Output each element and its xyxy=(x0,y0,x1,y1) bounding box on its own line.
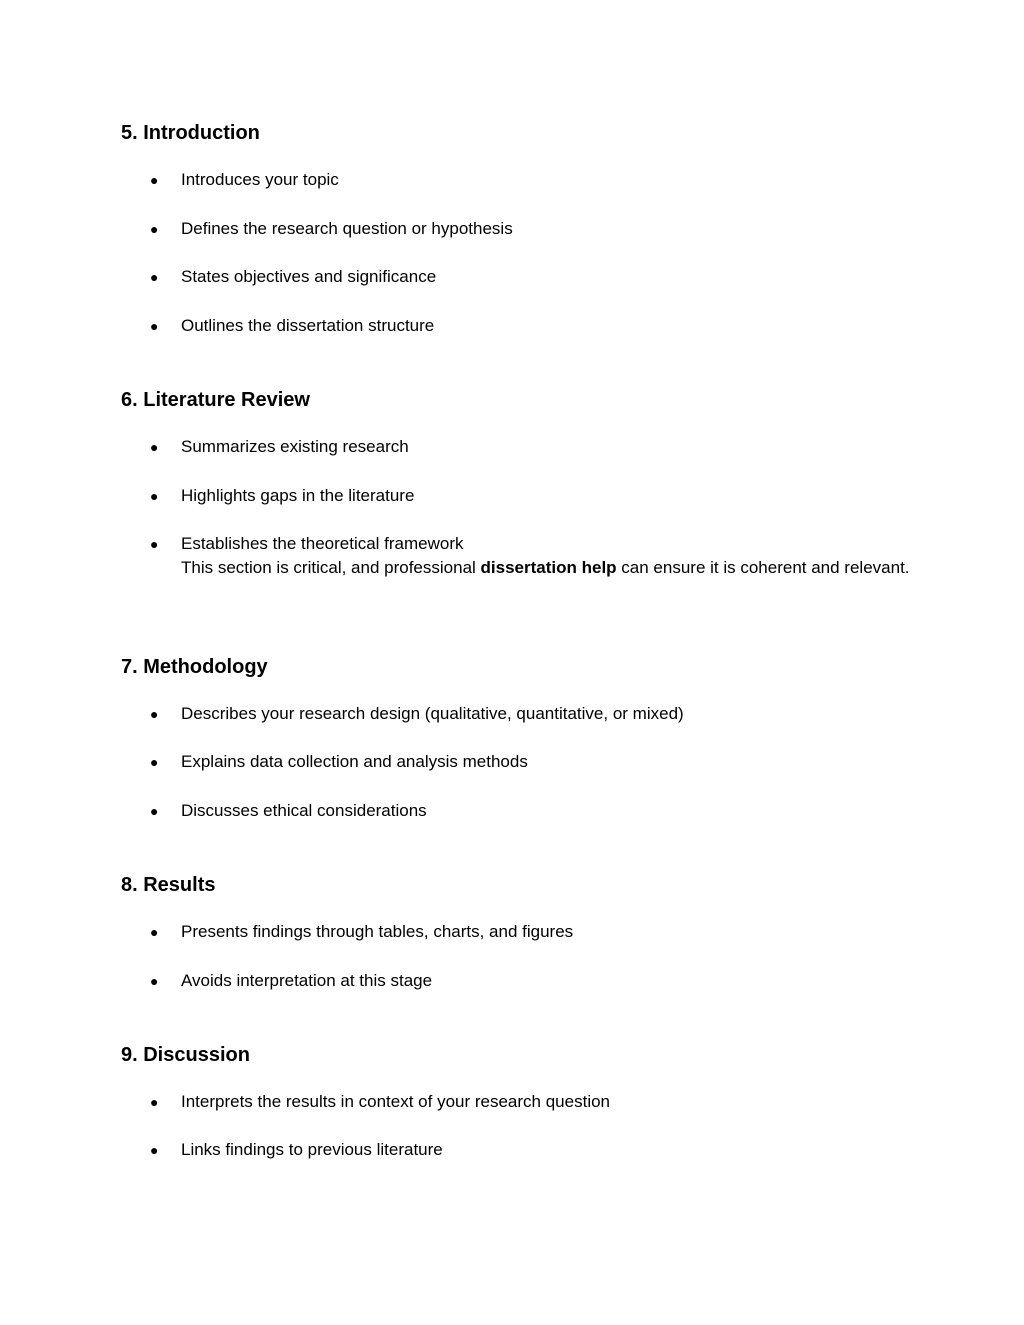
list-item-text: Links findings to previous literature xyxy=(181,1140,443,1159)
section-heading-discussion: 9. Discussion xyxy=(121,1044,250,1066)
bullet-icon: ● xyxy=(150,1094,159,1110)
list-item-text: Summarizes existing research xyxy=(181,437,409,456)
list-item-text: States objectives and significance xyxy=(181,267,437,286)
list-item-text: Avoids interpretation at this stage xyxy=(181,971,433,990)
bullet-icon: ● xyxy=(150,318,159,334)
note-bold-term: dissertation help xyxy=(480,558,617,577)
bullet-icon: ● xyxy=(150,536,159,552)
bullet-icon: ● xyxy=(150,706,159,722)
list-item-text: Discusses ethical considerations xyxy=(181,801,427,820)
section-heading-methodology: 7. Methodology xyxy=(121,656,268,678)
bullet-icon: ● xyxy=(150,973,159,989)
list-item-text: Outlines the dissertation structure xyxy=(181,316,435,335)
bullet-icon: ● xyxy=(150,1142,159,1158)
bullet-icon: ● xyxy=(150,803,159,819)
bullet-icon: ● xyxy=(150,488,159,504)
list-item-text: Introduces your topic xyxy=(181,170,339,189)
list-item-text: Defines the research question or hypothesis xyxy=(181,219,513,238)
list-item-text: Explains data collection and analysis methods xyxy=(181,752,528,771)
bullet-icon: ● xyxy=(150,439,159,455)
list-item-text: Highlights gaps in the literature xyxy=(181,486,415,505)
bullet-icon: ● xyxy=(150,221,159,237)
list-item-text: Presents findings through tables, charts, and figures xyxy=(181,922,574,941)
note-text-before: This section is critical, and professional xyxy=(181,558,481,577)
section-heading-literature-review: 6. Literature Review xyxy=(121,389,310,411)
bullet-icon: ● xyxy=(150,172,159,188)
list-item-text: Describes your research design (qualitative, quantitative, or mixed) xyxy=(181,704,684,723)
section-heading-introduction: 5. Introduction xyxy=(121,122,260,144)
list-item-text: Establishes the theoretical framework xyxy=(181,534,464,553)
section-heading-results: 8. Results xyxy=(121,874,216,896)
bullet-icon: ● xyxy=(150,269,159,285)
note-text-after: can ensure it is coherent and relevant. xyxy=(616,558,910,577)
bullet-icon: ● xyxy=(150,754,159,770)
section-note xyxy=(181,556,911,580)
list-item-text: Interprets the results in context of your research question xyxy=(181,1092,611,1111)
bullet-icon: ● xyxy=(150,924,159,940)
